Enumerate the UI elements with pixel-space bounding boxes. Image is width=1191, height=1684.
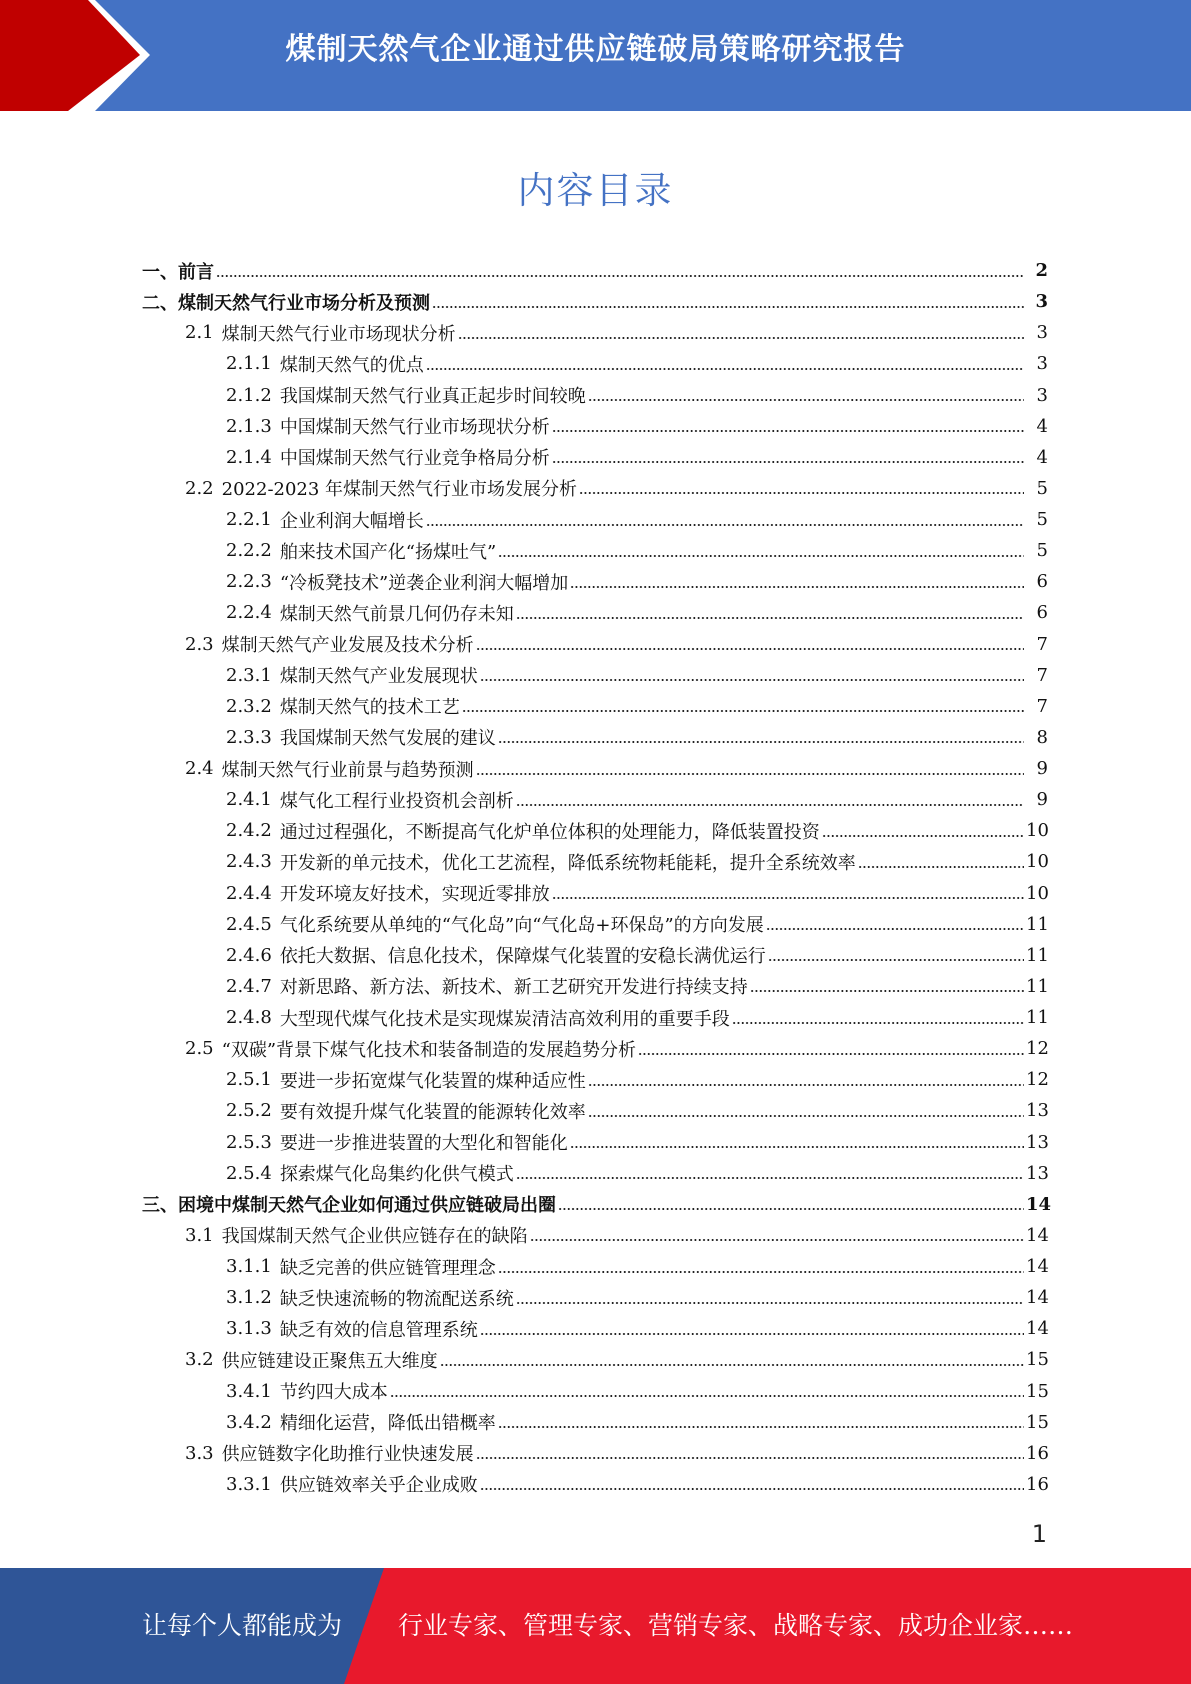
toc-entry-number: 2.2.2 xyxy=(226,540,272,562)
toc-entry-page: 3 xyxy=(1036,384,1048,406)
toc-dot-leader xyxy=(462,697,1024,715)
toc-entry[interactable] xyxy=(0,1064,1191,1095)
toc-entry-title: 煤制天然气行业前景与趋势预测 xyxy=(221,759,474,781)
toc-entry-number: 2.5.2 xyxy=(226,1100,272,1122)
toc-entry[interactable] xyxy=(0,504,1191,535)
toc-entry-page: 5 xyxy=(1036,540,1048,562)
toc-entry-number: 2.2 xyxy=(185,477,214,499)
toc-entry-number: 2.2.1 xyxy=(226,509,272,531)
toc-entry[interactable] xyxy=(0,1033,1191,1064)
toc-entry-number: 2.5.1 xyxy=(226,1069,272,1091)
toc-entry-number: 2.3.1 xyxy=(226,664,272,686)
toc-dot-leader xyxy=(570,1133,1024,1151)
toc-dot-leader xyxy=(822,822,1024,840)
toc-entry-number: 2.1.4 xyxy=(226,446,272,468)
toc-entry-number: 3.3.1 xyxy=(226,1473,272,1495)
toc-entry[interactable] xyxy=(0,1313,1191,1344)
toc-entry-page: 7 xyxy=(1036,695,1048,717)
toc-entry[interactable] xyxy=(0,1002,1191,1033)
report-header xyxy=(0,0,1191,111)
toc-entry-page: 7 xyxy=(1036,664,1048,686)
toc-dot-leader xyxy=(476,1444,1024,1462)
toc-entry-title: 通过过程强化，不断提高气化炉单位体积的处理能力，降低装置投资 xyxy=(279,821,820,843)
toc-entry[interactable] xyxy=(0,940,1191,971)
toc-entry-title: 中国煤制天然气行业竞争格局分析 xyxy=(279,448,550,470)
toc-entry-title: 煤制天然气产业发展及技术分析 xyxy=(221,635,474,657)
toc-entry-title: 煤制天然气的优点 xyxy=(279,354,424,376)
toc-dot-leader xyxy=(476,760,1024,778)
toc-dot-leader xyxy=(498,542,1024,560)
toc-entry-number: 2.5.4 xyxy=(226,1162,272,1184)
toc-entry[interactable] xyxy=(0,473,1191,504)
toc-entry[interactable] xyxy=(0,878,1191,909)
toc-entry-title: 供应链建设正聚焦五大维度 xyxy=(221,1350,438,1372)
toc-dot-leader xyxy=(516,604,1024,622)
toc-entry[interactable] xyxy=(0,535,1191,566)
toc-entry-title: 开发新的单元技术，优化工艺流程，降低系统物耗能耗，提升全系统效率 xyxy=(279,852,856,874)
toc-dot-leader xyxy=(480,666,1024,684)
toc-dot-leader xyxy=(588,1071,1024,1089)
footer-slogan-right: 行业专家、管理专家、营销专家、战略专家、成功企业家…… xyxy=(398,1611,1074,1640)
toc-entry-page: 16 xyxy=(1026,1473,1049,1495)
footer-slogan-left: 让每个人都能成为 xyxy=(142,1611,343,1640)
toc-entry-number: 二、 xyxy=(142,292,178,314)
toc-entry-title: 困境中煤制天然气企业如何通过供应链破局出圈 xyxy=(178,1195,556,1217)
toc-dot-leader xyxy=(498,1413,1024,1431)
toc-entry-title: 大型现代煤气化技术是实现煤炭清洁高效利用的重要手段 xyxy=(279,1008,730,1030)
toc-dot-leader xyxy=(579,479,1024,497)
toc-dot-leader xyxy=(552,884,1024,902)
toc-entry-title: 煤制天然气的技术工艺 xyxy=(279,697,460,719)
toc-entry-page: 11 xyxy=(1026,944,1049,966)
toc-entry-number: 2.3 xyxy=(185,633,214,655)
toc-entry[interactable] xyxy=(0,722,1191,753)
toc-dot-leader xyxy=(476,635,1024,653)
toc-entry-page: 16 xyxy=(1026,1442,1049,1464)
toc-entry-page: 8 xyxy=(1036,726,1048,748)
toc-entry-number: 2.3.2 xyxy=(226,695,272,717)
toc-dot-leader xyxy=(858,853,1024,871)
toc-entry[interactable] xyxy=(0,660,1191,691)
toc-entry[interactable] xyxy=(0,380,1191,411)
toc-entry-page: 12 xyxy=(1026,1069,1049,1091)
toc-entry[interactable] xyxy=(0,629,1191,660)
toc-entry-title: 缺乏快速流畅的物流配送系统 xyxy=(279,1288,514,1310)
toc-entry-title: 煤制天然气行业市场现状分析 xyxy=(221,323,456,345)
toc-entry-title: 对新思路、新方法、新技术、新工艺研究开发进行持续支持 xyxy=(279,977,748,999)
toc-entry-number: 3.1.3 xyxy=(226,1318,272,1340)
toc-entry[interactable] xyxy=(0,846,1191,877)
toc-entry-number: 2.4.3 xyxy=(226,851,272,873)
toc-entry-title: 企业利润大幅增长 xyxy=(279,510,424,532)
toc-entry-title: “冷板凳技术”逆袭企业利润大幅增加 xyxy=(279,572,569,594)
toc-entry-title: 煤制天然气前景几何仍存未知 xyxy=(279,603,514,625)
toc-dot-leader xyxy=(426,511,1024,529)
toc-entry[interactable] xyxy=(0,286,1191,317)
toc-entry[interactable] xyxy=(0,1189,1191,1220)
toc-entry-number: 2.4.6 xyxy=(226,944,272,966)
toc-dot-leader xyxy=(426,355,1024,373)
toc-dot-leader xyxy=(552,448,1024,466)
toc-entry-title: 缺乏有效的信息管理系统 xyxy=(279,1319,478,1341)
toc-entry-number: 2.5.3 xyxy=(226,1131,272,1153)
toc-entry-title: 煤气化工程行业投资机会剖析 xyxy=(279,790,514,812)
toc-entry-page: 15 xyxy=(1026,1380,1049,1402)
toc-entry-number: 一、 xyxy=(142,261,178,283)
toc-entry-page: 6 xyxy=(1036,571,1048,593)
toc-entry-page: 11 xyxy=(1026,913,1049,935)
toc-dot-leader xyxy=(440,1351,1024,1369)
toc-entry-number: 2.4.8 xyxy=(226,1007,272,1029)
toc-entry-title: 煤制天然气行业市场分析及预测 xyxy=(178,292,430,314)
toc-dot-leader xyxy=(516,1289,1024,1307)
toc-entry-title: 缺乏完善的供应链管理理念 xyxy=(279,1257,496,1279)
toc-entry-number: 2.4.7 xyxy=(226,975,272,997)
toc-entry-number: 2.1.1 xyxy=(226,353,272,375)
toc-entry-number: 3.1 xyxy=(185,1224,214,1246)
toc-entry-title: 依托大数据、信息化技术，保障煤气化装置的安稳长满优运行 xyxy=(279,946,766,968)
toc-entry[interactable] xyxy=(0,1220,1191,1251)
toc-entry-page: 10 xyxy=(1026,820,1049,842)
toc-dot-leader xyxy=(498,728,1024,746)
toc-entry-page: 2 xyxy=(1035,260,1048,282)
toc-entry[interactable] xyxy=(0,753,1191,784)
toc-entry-number: 三、 xyxy=(142,1195,178,1217)
toc-entry-page: 7 xyxy=(1036,633,1048,655)
toc-dot-leader xyxy=(750,977,1024,995)
toc-entry-number: 2.1.3 xyxy=(226,415,272,437)
table-of-contents xyxy=(0,255,1191,1500)
toc-entry-number: 2.4.4 xyxy=(226,882,272,904)
toc-dot-leader xyxy=(552,417,1024,435)
toc-entry[interactable] xyxy=(0,1344,1191,1375)
toc-entry-number: 3.1.1 xyxy=(226,1256,272,1278)
toc-entry[interactable] xyxy=(0,784,1191,815)
toc-entry-title: 探索煤气化岛集约化供气模式 xyxy=(279,1164,514,1186)
toc-dot-leader xyxy=(530,1226,1024,1244)
toc-entry-number: 2.1 xyxy=(185,322,214,344)
toc-entry[interactable] xyxy=(0,1127,1191,1158)
toc-entry[interactable] xyxy=(0,1469,1191,1500)
toc-entry-page: 14 xyxy=(1026,1287,1049,1309)
page-number: 1 xyxy=(1031,1520,1047,1548)
toc-entry-number: 3.2 xyxy=(185,1349,214,1371)
toc-entry-title: 前言 xyxy=(178,261,214,283)
toc-entry-page: 14 xyxy=(1026,1224,1049,1246)
toc-entry-title: 精细化运营，降低出错概率 xyxy=(279,1413,496,1435)
toc-dot-leader xyxy=(588,1102,1024,1120)
toc-entry-page: 3 xyxy=(1035,291,1048,313)
toc-entry-page: 13 xyxy=(1026,1100,1049,1122)
toc-entry-number: 2.2.4 xyxy=(226,602,272,624)
toc-entry-page: 4 xyxy=(1036,446,1048,468)
toc-entry[interactable] xyxy=(0,1282,1191,1313)
toc-entry-title: 我国煤制天然气行业真正起步时间较晚 xyxy=(279,386,586,408)
toc-entry-page: 5 xyxy=(1036,509,1048,531)
toc-entry-page: 11 xyxy=(1026,975,1049,997)
toc-entry-title: 供应链数字化助推行业快速发展 xyxy=(221,1444,474,1466)
toc-entry-title: 我国煤制天然气企业供应链存在的缺陷 xyxy=(221,1226,528,1248)
toc-entry-number: 3.1.2 xyxy=(226,1287,272,1309)
toc-entry[interactable] xyxy=(0,348,1191,379)
toc-entry-page: 9 xyxy=(1036,758,1048,780)
toc-entry-number: 3.3 xyxy=(185,1442,214,1464)
toc-entry[interactable] xyxy=(0,1095,1191,1126)
toc-entry-page: 9 xyxy=(1036,789,1048,811)
toc-entry[interactable] xyxy=(0,909,1191,940)
toc-entry-number: 2.3.3 xyxy=(226,726,272,748)
toc-entry-page: 13 xyxy=(1026,1131,1049,1153)
toc-entry-page: 3 xyxy=(1036,322,1048,344)
toc-entry[interactable] xyxy=(0,255,1191,286)
toc-entry-number: 2.4.1 xyxy=(226,789,272,811)
toc-entry-number: 2.1.2 xyxy=(226,384,272,406)
toc-entry[interactable] xyxy=(0,442,1191,473)
toc-dot-leader xyxy=(458,324,1024,342)
toc-entry-title: 我国煤制天然气发展的建议 xyxy=(279,728,496,750)
report-title: 煤制天然气企业通过供应链破局策略研究报告 xyxy=(285,32,906,67)
toc-entry-number: 3.4.2 xyxy=(226,1411,272,1433)
toc-dot-leader xyxy=(558,1195,1024,1213)
toc-entry-number: 2.4.5 xyxy=(226,913,272,935)
toc-entry-title: 供应链效率关乎企业成败 xyxy=(279,1475,478,1497)
toc-entry-title: 气化系统要从单纯的“气化岛”向“气化岛+环保岛”的方向发展 xyxy=(279,915,764,937)
toc-entry-number: 2.4.2 xyxy=(226,820,272,842)
toc-entry-page: 10 xyxy=(1026,851,1049,873)
toc-entry-number: 2.4 xyxy=(185,758,214,780)
toc-dot-leader xyxy=(638,1040,1024,1058)
toc-entry-number: 2.5 xyxy=(185,1038,214,1060)
toc-entry-title: 要进一步推进装置的大型化和智能化 xyxy=(279,1133,568,1155)
toc-entry-page: 4 xyxy=(1036,415,1048,437)
toc-entry-page: 11 xyxy=(1026,1007,1049,1029)
toc-entry-title: 舶来技术国产化“扬煤吐气” xyxy=(279,541,497,563)
toc-dot-leader xyxy=(480,1475,1024,1493)
footer-banner xyxy=(0,1568,1191,1684)
toc-dot-leader xyxy=(732,1009,1024,1027)
toc-dot-leader xyxy=(516,1164,1024,1182)
toc-entry-number: 2.2.3 xyxy=(226,571,272,593)
toc-dot-leader xyxy=(498,1258,1024,1276)
toc-dot-leader xyxy=(516,791,1024,809)
toc-entry-page: 15 xyxy=(1026,1411,1049,1433)
toc-entry-page: 5 xyxy=(1036,477,1048,499)
toc-heading: 内容目录 xyxy=(517,169,674,212)
toc-dot-leader xyxy=(216,262,1024,280)
toc-entry-title: 中国煤制天然气行业市场现状分析 xyxy=(279,417,550,439)
toc-entry-page: 15 xyxy=(1026,1349,1049,1371)
toc-entry-title: 要进一步拓宽煤气化装置的煤种适应性 xyxy=(279,1070,586,1092)
toc-dot-leader xyxy=(570,573,1024,591)
toc-entry-page: 3 xyxy=(1036,353,1048,375)
toc-entry-page: 12 xyxy=(1026,1038,1049,1060)
toc-entry[interactable] xyxy=(0,566,1191,597)
toc-entry[interactable] xyxy=(0,971,1191,1002)
toc-entry-page: 14 xyxy=(1026,1318,1049,1340)
toc-dot-leader xyxy=(390,1382,1024,1400)
toc-entry[interactable] xyxy=(0,691,1191,722)
toc-entry[interactable] xyxy=(0,1158,1191,1189)
toc-entry[interactable] xyxy=(0,597,1191,628)
toc-entry[interactable] xyxy=(0,815,1191,846)
toc-dot-leader xyxy=(432,293,1024,311)
toc-entry[interactable] xyxy=(0,1407,1191,1438)
toc-entry-title: 2022-2023 年煤制天然气行业市场发展分析 xyxy=(221,479,578,501)
toc-dot-leader xyxy=(588,386,1024,404)
toc-entry-title: 节约四大成本 xyxy=(279,1382,388,1404)
toc-entry-title: 开发环境友好技术，实现近零排放 xyxy=(279,884,550,906)
toc-dot-leader xyxy=(480,1320,1024,1338)
toc-entry-title: 要有效提升煤气化装置的能源转化效率 xyxy=(279,1101,586,1123)
toc-dot-leader xyxy=(766,915,1024,933)
toc-entry-title: 煤制天然气产业发展现状 xyxy=(279,666,478,688)
toc-entry[interactable] xyxy=(0,1251,1191,1282)
toc-entry-page: 10 xyxy=(1026,882,1049,904)
toc-entry-title: “双碳”背景下煤气化技术和装备制造的发展趋势分析 xyxy=(221,1039,637,1061)
toc-entry[interactable] xyxy=(0,1376,1191,1407)
toc-dot-leader xyxy=(768,946,1024,964)
toc-entry[interactable] xyxy=(0,1438,1191,1469)
toc-entry-page: 14 xyxy=(1026,1256,1049,1278)
toc-entry-page: 6 xyxy=(1036,602,1048,624)
toc-entry-number: 3.4.1 xyxy=(226,1380,272,1402)
toc-entry-page: 13 xyxy=(1026,1162,1049,1184)
toc-entry-page: 14 xyxy=(1026,1193,1052,1215)
toc-entry[interactable] xyxy=(0,411,1191,442)
toc-entry[interactable] xyxy=(0,317,1191,348)
